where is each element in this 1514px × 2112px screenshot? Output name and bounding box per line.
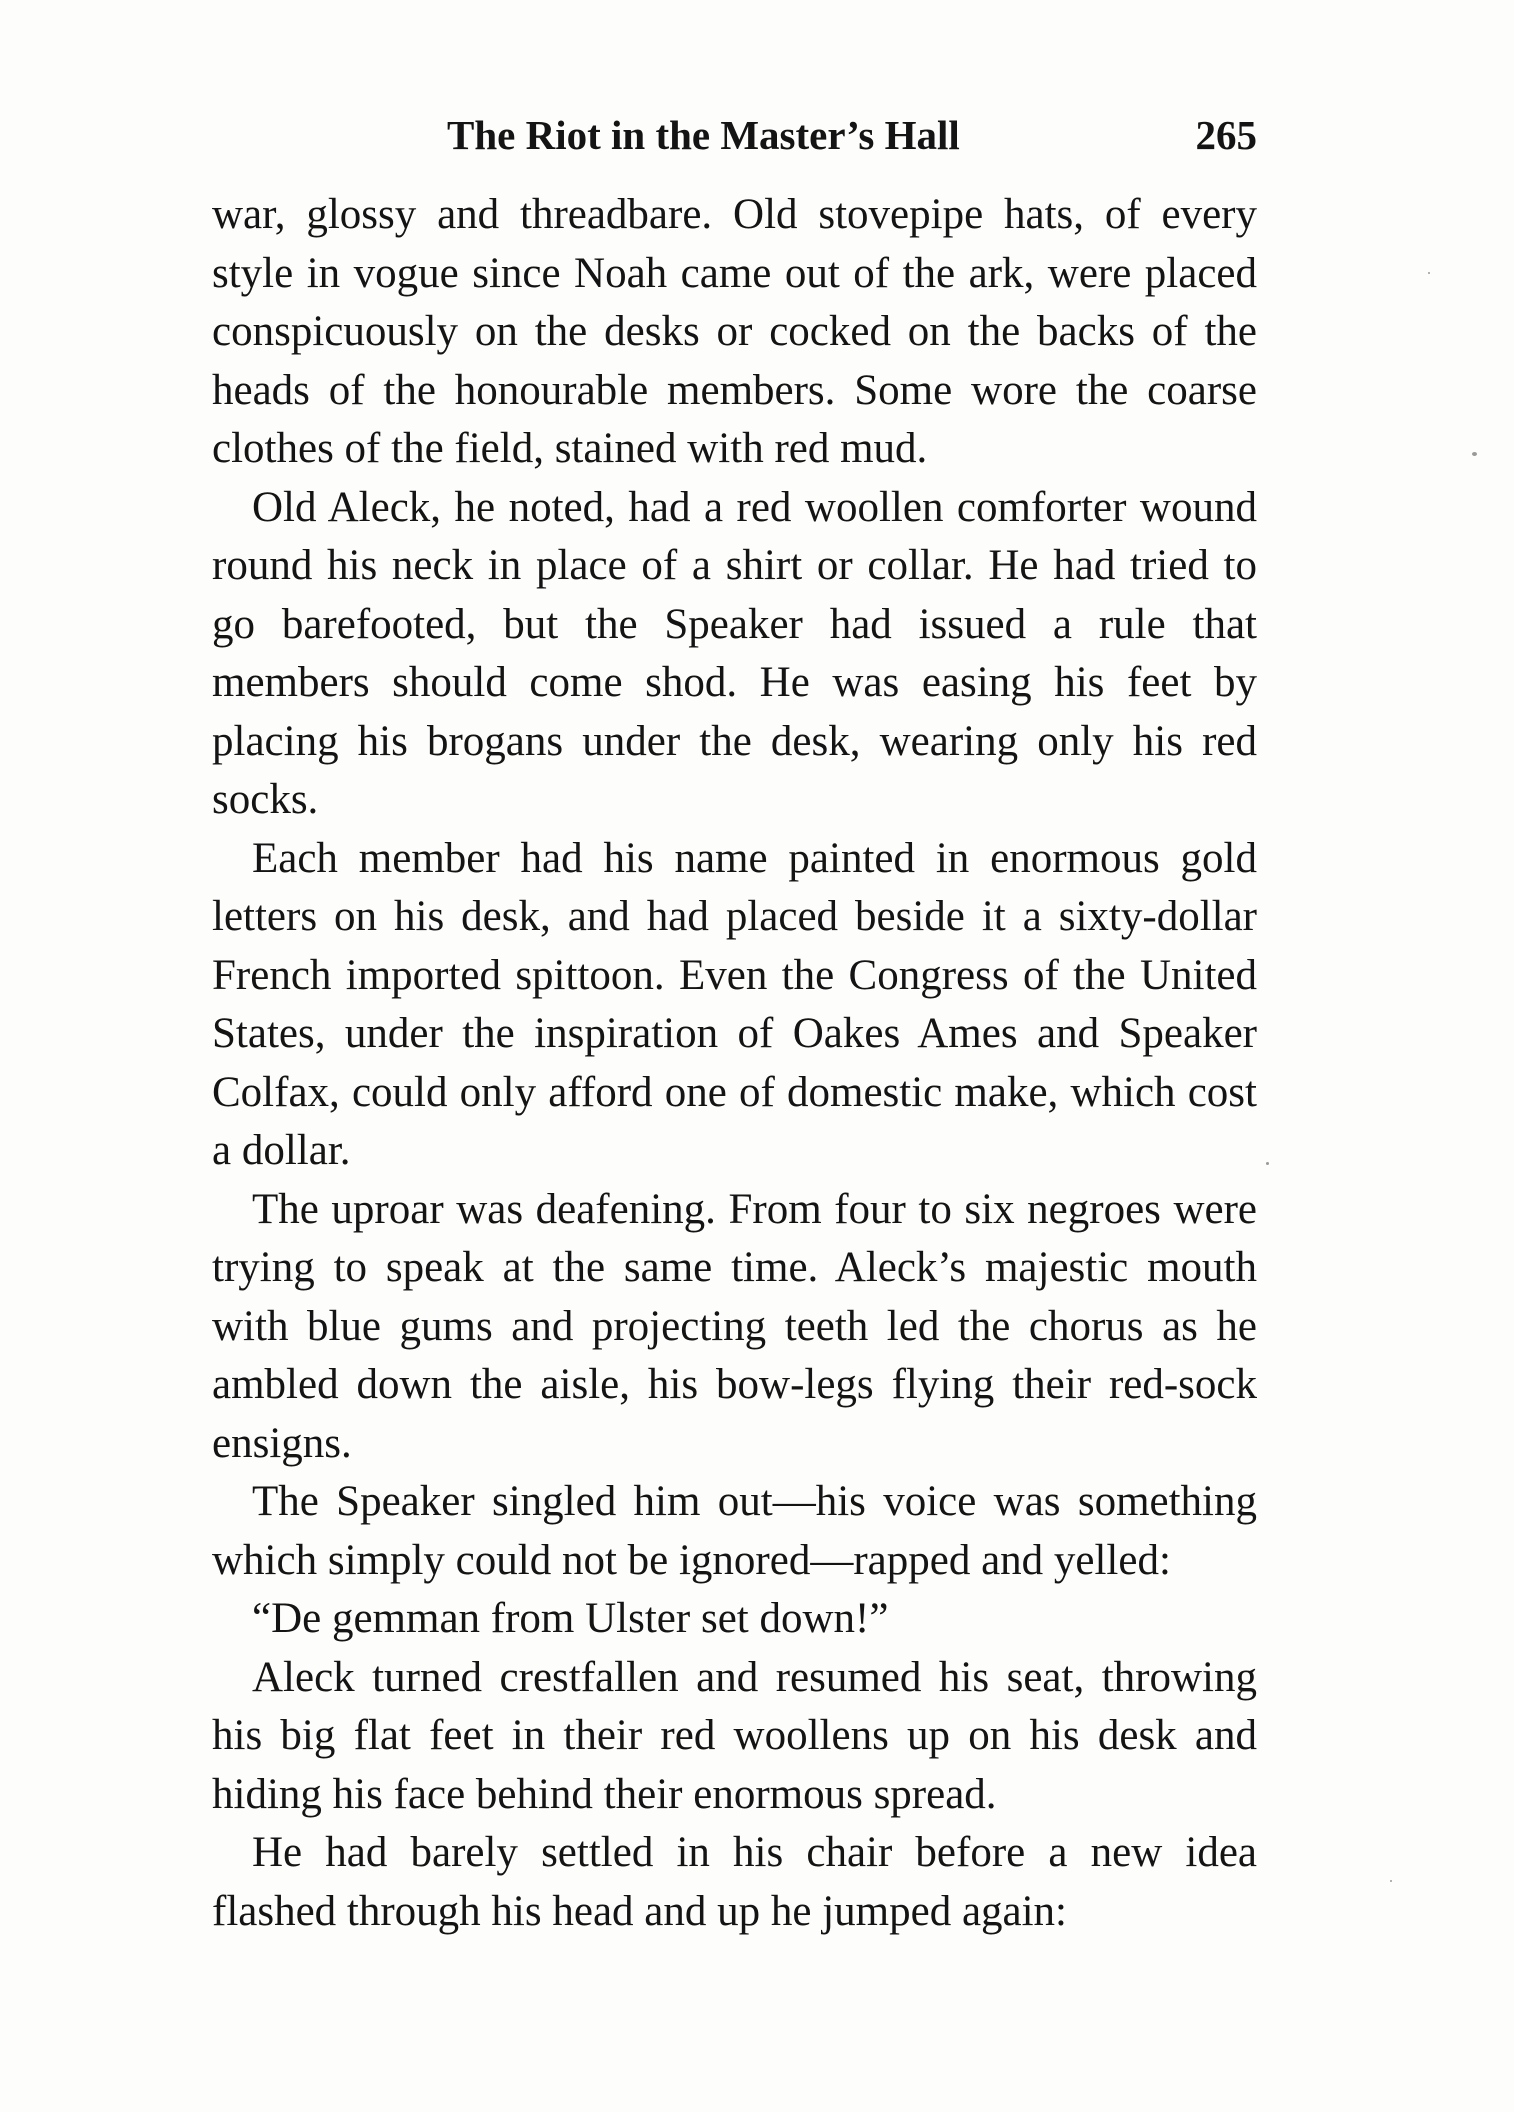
scan-speck	[1390, 1880, 1392, 1882]
scan-speck	[1428, 272, 1430, 274]
paragraph: Old Aleck, he noted, had a red woollen comforter wound round his neck in place of a shirt or collar. He had tried to go barefooted, but the Speaker had issued a rule that members should come shod. He was easing his feet by placing his brogans under the desk, wearing only his red socks.	[212, 483, 1257, 823]
running-title: The Riot in the Master’s Hall	[447, 112, 960, 158]
paragraph: “De gemman from Ulster set down!”	[252, 1595, 889, 1642]
scan-speck	[1266, 1162, 1269, 1165]
paragraph: Aleck turned crestfallen and resumed his seat, throwing his big flat feet in their red woollens up on his desk and hiding his face behind their enormous spread.	[212, 1653, 1257, 1818]
body-text	[212, 186, 1257, 1941]
paragraph: Each member had his name painted in enormous gold letters on his desk, and had placed beside it a sixty-dollar French imported spittoon. Even the Congress of the United States, under the inspiration of Oakes Ames and Speaker Colfax, could only afford one of domestic make, which cost a dollar.	[212, 834, 1257, 1174]
scan-speck	[1472, 452, 1477, 456]
page-number: 265	[1195, 112, 1257, 158]
running-head	[212, 100, 1257, 170]
paragraph: He had barely settled in his chair before a new idea flashed through his head and up he jumped again:	[212, 1829, 1257, 1935]
paragraph: The uproar was deafening. From four to six negroes were trying to speak at the same time. Aleck’s majestic mouth with blue gums and projecting teeth led the chorus as he ambled down the aisle, his bow-legs flying their red-sock ensigns.	[212, 1185, 1257, 1467]
paragraph: war, glossy and threadbare. Old stovepipe hats, of every style in vogue since Noah came out of the ark, were placed conspicuously on the desks or cocked on the backs of the heads of the honourable members. Some wore the coarse clothes of the field, stained with red mud.	[212, 191, 1257, 472]
paragraph: The Speaker singled him out—his voice was something which simply could not be ignored—rapped and yelled:	[212, 1478, 1257, 1584]
